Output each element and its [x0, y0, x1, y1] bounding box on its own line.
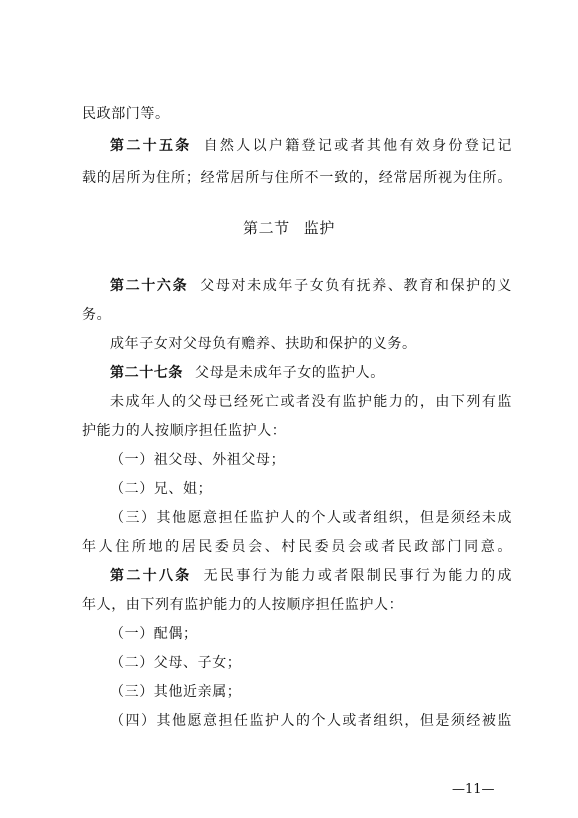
paragraph-text: 年人，由下列有监护能力的人按顺序担任监护人： — [82, 597, 404, 613]
article-27-item-3-line-2 — [82, 537, 512, 557]
article-28-line-1 — [110, 566, 512, 586]
list-item: （二）父母、子女； — [110, 655, 242, 671]
list-item: （四）其他愿意担任监护人的个人或者组织，但是须经被监 — [110, 713, 512, 729]
list-item: （二）兄、姐； — [110, 481, 213, 497]
article-27-paragraph-2-line-2 — [82, 421, 512, 441]
text-line-continuation — [82, 104, 512, 124]
article-28-text: 无民事行为能力或者限制民事行为能力的成 — [203, 568, 512, 584]
paragraph-text: 民政部门等。 — [82, 106, 170, 122]
article-28-label: 第二十八条 — [110, 568, 192, 584]
article-28-item-4 — [110, 711, 512, 731]
paragraph-text: 成年子女对父母负有赡养、扶助和保护的义务。 — [110, 336, 417, 352]
article-27-label: 第二十七条 — [110, 365, 183, 381]
article-26-text: 父母对未成年子女负有抚养、教育和保护的义 — [200, 278, 513, 294]
section-name: 监护 — [303, 219, 335, 237]
article-27-line-1 — [110, 363, 512, 383]
article-27-item-2 — [110, 479, 512, 499]
article-27-item-3-line-1 — [110, 508, 512, 528]
list-item: 年人住所地的居民委员会、村民委员会或者民政部门同意。 — [82, 539, 512, 555]
article-26-paragraph-2 — [110, 334, 512, 354]
list-item: （一）配偶； — [110, 626, 198, 642]
paragraph-text: 护能力的人按顺序担任监护人： — [82, 423, 287, 439]
article-27-text: 父母是未成年子女的监护人。 — [195, 365, 385, 381]
article-26-label: 第二十六条 — [110, 278, 189, 294]
article-25-line-1 — [110, 136, 512, 156]
page-number: —11— — [452, 782, 495, 797]
article-28-item-1 — [110, 624, 512, 644]
list-item: （三）其他近亲属； — [110, 684, 242, 700]
article-28-item-2 — [110, 653, 512, 673]
paragraph-text: 载的居所为住所；经常居所与住所不一致的，经常居所视为住所。 — [82, 170, 512, 186]
article-28-item-3 — [110, 682, 512, 702]
article-25-text: 自然人以户籍登记或者其他有效身份登记记 — [203, 138, 512, 154]
article-26-line-2 — [82, 305, 512, 325]
article-27-item-1 — [110, 450, 512, 470]
section-number: 第二节 — [242, 219, 290, 237]
list-item: （一）祖父母、外祖父母； — [110, 452, 286, 468]
section-title — [0, 218, 578, 238]
article-25-label: 第二十五条 — [110, 138, 192, 154]
paragraph-text: 务。 — [82, 307, 112, 323]
article-26-line-1 — [110, 276, 512, 296]
article-27-paragraph-2-line-1 — [110, 392, 512, 412]
article-25-line-2 — [82, 168, 512, 188]
article-28-line-2 — [82, 595, 512, 615]
paragraph-text: 未成年人的父母已经死亡或者没有监护能力的，由下列有监 — [110, 394, 512, 410]
list-item: （三）其他愿意担任监护人的个人或者组织，但是须经未成 — [110, 510, 512, 526]
